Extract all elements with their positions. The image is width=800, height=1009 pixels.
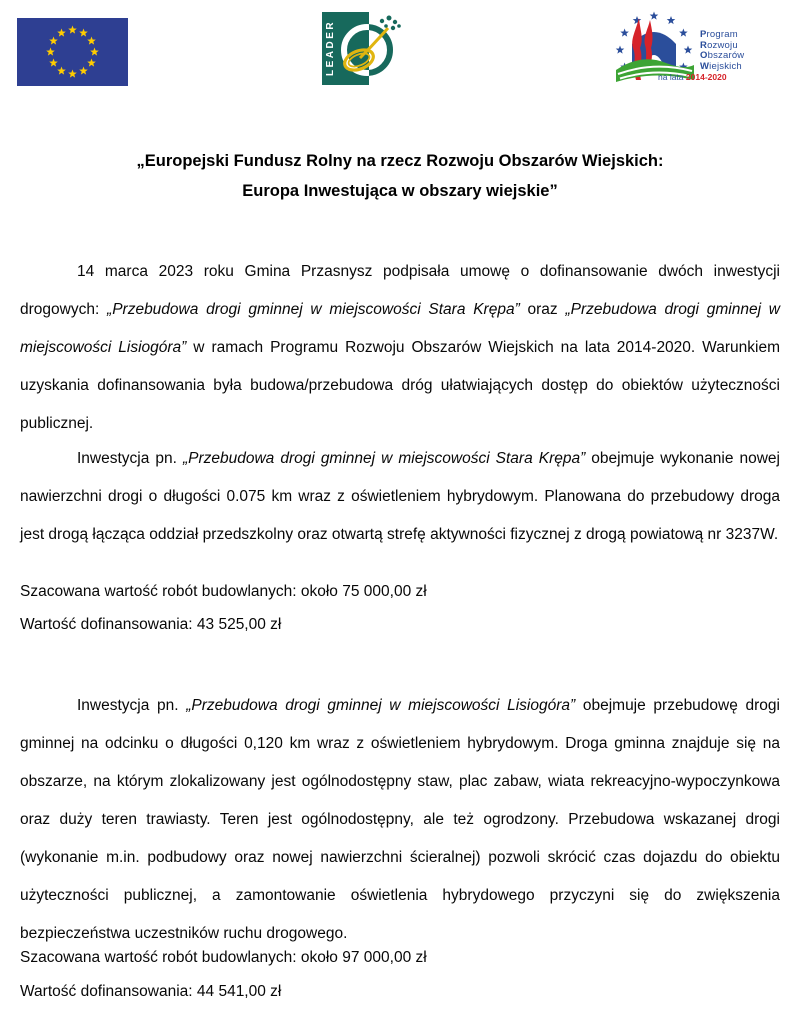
prow-word-wiejskich: Wiejskich [700, 60, 742, 72]
paragraph-agreement: 14 marca 2023 roku Gmina Przasnysz podpisała umowę o dofinansowanie dwóch inwestycji drogowych: „Przebudowa drogi gminnej w miejscowości Stara Krępa” oraz „Przebudowa drogi gminnej w miejscowości Lisiogóra” w ramach Programu Rozwoju Obszarów Wiejskich na lata 2014-2020. Warunkiem uzyskania dofinansowania była budowa/przebudowa dróg ułatwiających dostęp do obiektów użyteczności publicznej. [20, 262, 780, 432]
document-title-line2: Europa Inwestująca w obszary wiejskie” [242, 182, 558, 200]
document-title [0, 146, 800, 206]
document-title-line1: „Europejski Fundusz Rolny na rzecz Rozwoju Obszarów Wiejskich: [136, 152, 664, 170]
works-value-investment2: Szacowana wartość robót budowlanych: około 97 000,00 zł [20, 949, 427, 966]
funding-value-investment1: Wartość dofinansowania: 43 525,00 zł [20, 616, 282, 633]
works-value-investment1: Szacowana wartość robót budowlanych: około 75 000,00 zł [20, 583, 427, 600]
leader-logo-label: LEADER [325, 19, 336, 76]
leader-leaf-dots [380, 16, 401, 31]
prow-logo-years: na lata 2014-2020 [658, 72, 727, 82]
prow-logo-text [700, 30, 744, 72]
paragraph-investment-lisiogora: Inwestycja pn. „Przebudowa drogi gminnej w miejscowości Lisiogóra” obejmuje przebudowę drogi gminnej na odcinku o długości 0,120 km wraz z oświetleniem hybrydowym. Droga gminna znajduje się na obszarze, na którym zlokalizowany jest ogólnodostępny staw, plac zabaw, wiata rekreacyjno-wypoczynkowa oraz duży teren trawiasty. Teren jest ogólnodostępny, ale też ogrodzony. Przebudowa wskazanej drogi (wykonanie m.in. podbudowy oraz nowej nawierzchni ścieralnej) pozwoli skrócić czas dojazdu do obiektu użyteczności publicznej, a zamontowanie oświetlenia hybrydowego przyczyni się do zwiększenia bezpieczeństwa uczestników ruchu drogowego. [20, 696, 780, 942]
prow-logo [606, 8, 746, 93]
prow-word-program: Program [700, 29, 738, 40]
funding-value-investment2: Wartość dofinansowania: 44 541,00 zł [20, 983, 282, 1000]
leader-logo-icon [322, 12, 411, 85]
paragraph-investment-stara-krepa: Inwestycja pn. „Przebudowa drogi gminnej w miejscowości Stara Krępa” obejmuje wykonanie nowej nawierzchni drogi o długości 0.075 km wraz z oświetleniem hybrydowym. Planowana do przebudowy droga jest drogą łącząca oddział przedszkolny oraz otwartą strefę aktywności fizycznej z drogą powiatową nr 3237W. [20, 449, 780, 543]
prow-word-obszarow: Obszarów [700, 50, 745, 61]
eu-flag-icon [17, 18, 128, 86]
prow-word-rozwoju: Rozwoju [700, 39, 738, 51]
